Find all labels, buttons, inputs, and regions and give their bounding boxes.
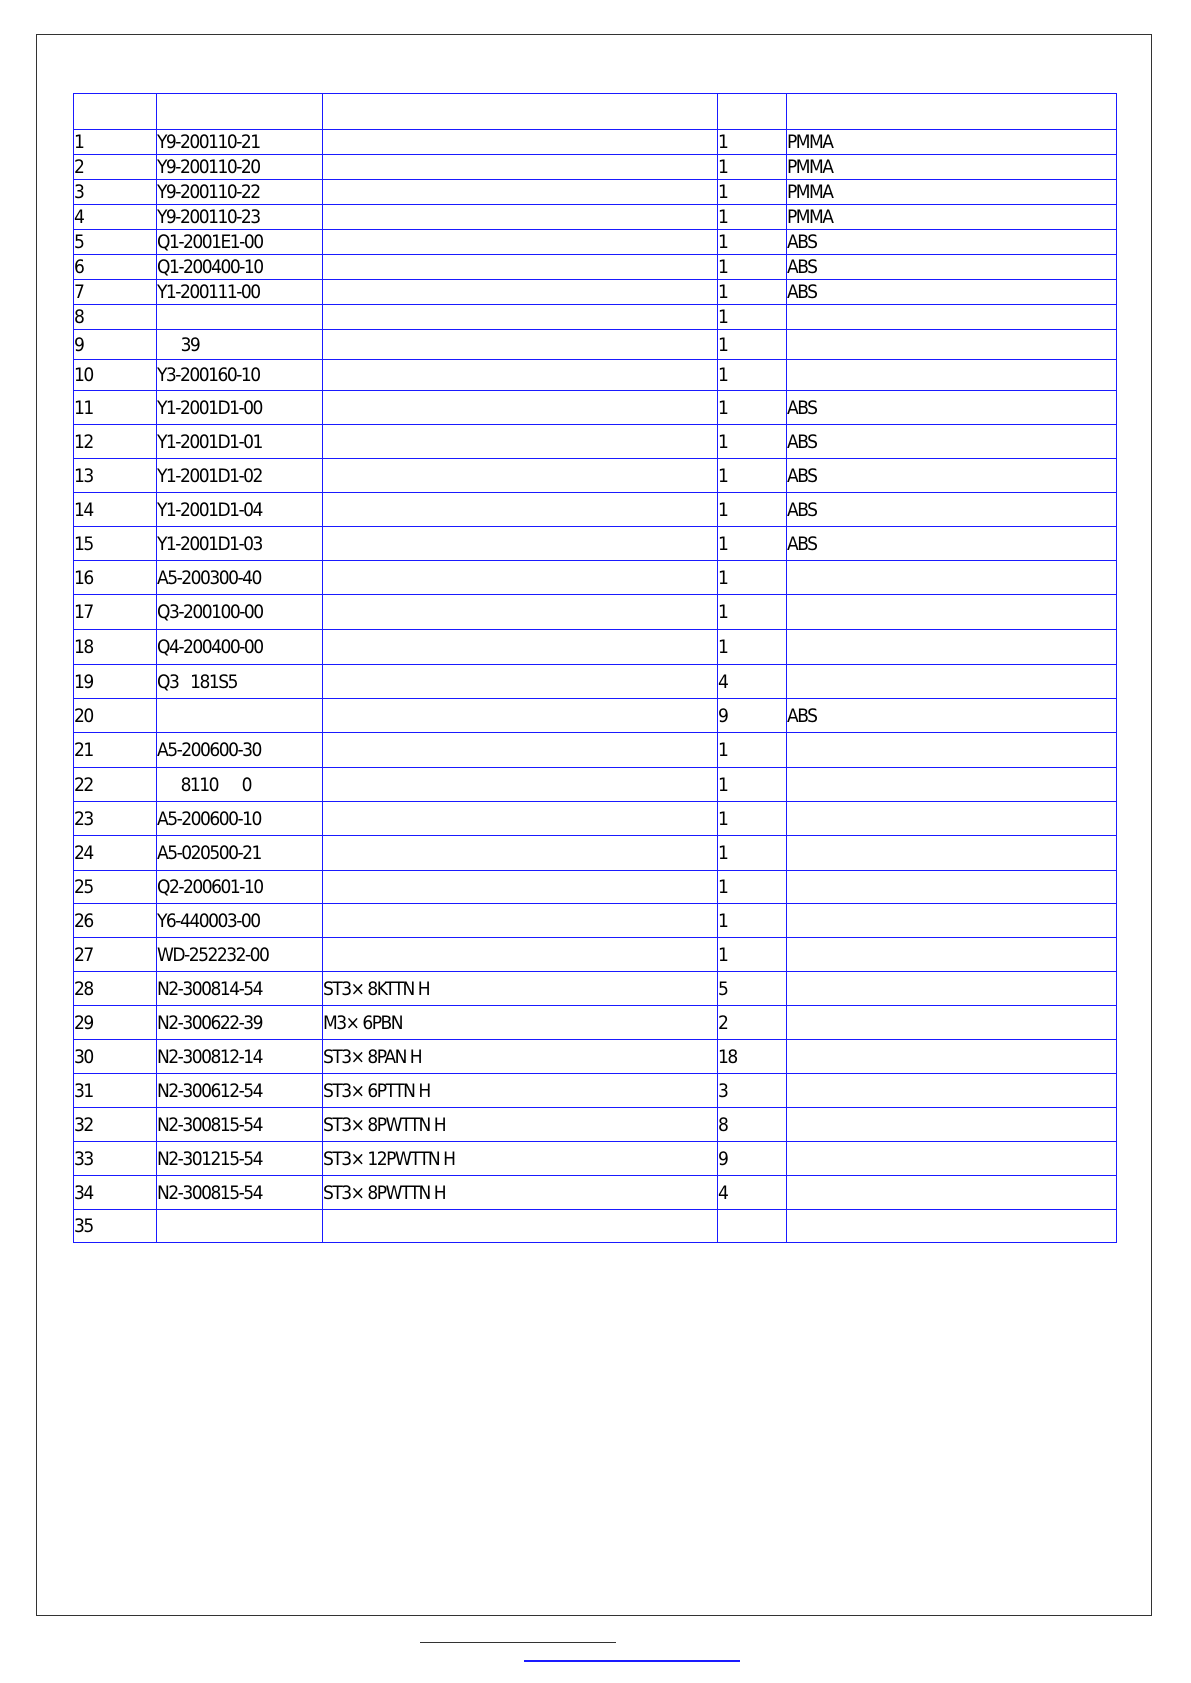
cell-spec — [323, 699, 718, 733]
cell-no: 21 — [74, 733, 157, 768]
cell-part-code — [157, 1210, 323, 1243]
cell-no: 6 — [74, 255, 157, 280]
table-row — [74, 1108, 1117, 1142]
cell-material: ABS — [787, 280, 1117, 305]
cell-no: 9 — [74, 330, 157, 360]
cell-material — [787, 1074, 1117, 1108]
cell-spec — [323, 768, 718, 802]
cell-spec — [323, 561, 718, 595]
cell-qty: 1 — [718, 391, 787, 425]
cell-material — [787, 1142, 1117, 1176]
cell-material — [787, 360, 1117, 391]
cell-no: 8 — [74, 305, 157, 330]
cell-material — [787, 630, 1117, 665]
cell-part-code: Y1-2001D1-01 — [157, 425, 323, 459]
cell-material: ABS — [787, 230, 1117, 255]
cell-material — [787, 1040, 1117, 1074]
cell-part-code: Y9-200110-21 — [157, 130, 323, 155]
cell-no: 31 — [74, 1074, 157, 1108]
cell-qty: 1 — [718, 733, 787, 768]
table-row — [74, 280, 1117, 305]
table-row — [74, 802, 1117, 836]
cell-part-code — [157, 305, 323, 330]
cell-qty: 8 — [718, 1108, 787, 1142]
cell-qty: 1 — [718, 630, 787, 665]
cell-material — [787, 1176, 1117, 1210]
cell-qty: 1 — [718, 205, 787, 230]
cell-no: 11 — [74, 391, 157, 425]
table-row — [74, 871, 1117, 904]
cell-part-code: N2-300612-54 — [157, 1074, 323, 1108]
header-cell-spec — [323, 94, 718, 130]
cell-material — [787, 330, 1117, 360]
cell-spec — [323, 360, 718, 391]
cell-spec: ST3× 8PWTTN H — [323, 1176, 718, 1210]
table-row — [74, 205, 1117, 230]
table-row — [74, 527, 1117, 561]
cell-material: ABS — [787, 425, 1117, 459]
cell-material — [787, 904, 1117, 938]
cell-material — [787, 305, 1117, 330]
cell-part-code: Y1-2001D1-04 — [157, 493, 323, 527]
cell-part-code: Q4-200400-00 — [157, 630, 323, 665]
cell-material — [787, 561, 1117, 595]
cell-part-code: Y9-200110-22 — [157, 180, 323, 205]
table-row — [74, 230, 1117, 255]
cell-spec — [323, 180, 718, 205]
cell-qty: 1 — [718, 802, 787, 836]
cell-qty: 1 — [718, 871, 787, 904]
table-row — [74, 836, 1117, 871]
cell-part-code: A5-200600-30 — [157, 733, 323, 768]
cell-part-code: Q1-2001E1-00 — [157, 230, 323, 255]
cell-part-code: Q3-200100-00 — [157, 595, 323, 630]
cell-qty: 1 — [718, 305, 787, 330]
cell-spec: ST3× 8KTTN H — [323, 972, 718, 1006]
cell-material — [787, 1210, 1117, 1243]
cell-spec — [323, 733, 718, 768]
cell-part-code: WD-252232-00 — [157, 938, 323, 972]
table-row — [74, 1176, 1117, 1210]
cell-part-code: Y1-2001D1-03 — [157, 527, 323, 561]
cell-material: ABS — [787, 391, 1117, 425]
cell-qty: 1 — [718, 561, 787, 595]
cell-part-code: A5-200600-10 — [157, 802, 323, 836]
cell-material — [787, 1006, 1117, 1040]
cell-part-code: N2-300814-54 — [157, 972, 323, 1006]
cell-no: 10 — [74, 360, 157, 391]
cell-material — [787, 768, 1117, 802]
cell-no: 2 — [74, 155, 157, 180]
cell-no: 26 — [74, 904, 157, 938]
cell-no: 13 — [74, 459, 157, 493]
footer-link-rule — [524, 1660, 740, 1662]
cell-qty: 18 — [718, 1040, 787, 1074]
cell-spec: ST3× 8PWTTN H — [323, 1108, 718, 1142]
cell-material — [787, 665, 1117, 699]
cell-part-code: Q3 181S5 — [157, 665, 323, 699]
cell-material: PMMA — [787, 180, 1117, 205]
cell-spec — [323, 665, 718, 699]
cell-spec — [323, 1210, 718, 1243]
cell-part-code: N2-300815-54 — [157, 1108, 323, 1142]
cell-no: 16 — [74, 561, 157, 595]
cell-qty: 1 — [718, 768, 787, 802]
cell-no: 27 — [74, 938, 157, 972]
cell-qty: 9 — [718, 1142, 787, 1176]
cell-spec: ST3× 12PWTTN H — [323, 1142, 718, 1176]
cell-material: ABS — [787, 459, 1117, 493]
cell-qty: 1 — [718, 595, 787, 630]
header-cell-qty — [718, 94, 787, 130]
cell-no: 19 — [74, 665, 157, 699]
cell-no: 14 — [74, 493, 157, 527]
cell-qty: 1 — [718, 280, 787, 305]
cell-qty: 2 — [718, 1006, 787, 1040]
cell-no: 28 — [74, 972, 157, 1006]
cell-part-code: N2-300812-14 — [157, 1040, 323, 1074]
cell-part-code: Y1-200111-00 — [157, 280, 323, 305]
cell-part-code: A5-020500-21 — [157, 836, 323, 871]
cell-qty: 1 — [718, 493, 787, 527]
cell-material — [787, 733, 1117, 768]
table-row — [74, 425, 1117, 459]
cell-spec — [323, 527, 718, 561]
table-row — [74, 360, 1117, 391]
table-row — [74, 493, 1117, 527]
cell-spec — [323, 205, 718, 230]
cell-no: 30 — [74, 1040, 157, 1074]
cell-no: 35 — [74, 1210, 157, 1243]
cell-no: 34 — [74, 1176, 157, 1210]
cell-part-code: N2-300815-54 — [157, 1176, 323, 1210]
table-row — [74, 305, 1117, 330]
cell-no: 17 — [74, 595, 157, 630]
table-row — [74, 699, 1117, 733]
cell-spec: ST3× 6PTTN H — [323, 1074, 718, 1108]
cell-part-code: Y6-440003-00 — [157, 904, 323, 938]
cell-no: 3 — [74, 180, 157, 205]
cell-part-code: Q1-200400-10 — [157, 255, 323, 280]
cell-material — [787, 802, 1117, 836]
header-cell-no — [74, 94, 157, 130]
cell-qty: 1 — [718, 180, 787, 205]
table-row — [74, 330, 1117, 360]
table-row — [74, 255, 1117, 280]
cell-spec — [323, 130, 718, 155]
cell-spec — [323, 155, 718, 180]
table-row — [74, 938, 1117, 972]
table-row — [74, 1040, 1117, 1074]
table-row — [74, 459, 1117, 493]
footer-rule — [420, 1642, 616, 1643]
cell-no: 22 — [74, 768, 157, 802]
cell-qty: 4 — [718, 665, 787, 699]
cell-spec — [323, 871, 718, 904]
cell-part-code: N2-301215-54 — [157, 1142, 323, 1176]
cell-qty: 1 — [718, 360, 787, 391]
cell-part-code: Y3-200160-10 — [157, 360, 323, 391]
table-row — [74, 155, 1117, 180]
table-row — [74, 130, 1117, 155]
table-row — [74, 665, 1117, 699]
cell-no: 24 — [74, 836, 157, 871]
cell-part-code: Y9-200110-23 — [157, 205, 323, 230]
cell-qty: 4 — [718, 1176, 787, 1210]
cell-material: ABS — [787, 493, 1117, 527]
table-row — [74, 768, 1117, 802]
cell-spec — [323, 493, 718, 527]
cell-part-code: A5-200300-40 — [157, 561, 323, 595]
cell-spec — [323, 938, 718, 972]
cell-no: 4 — [74, 205, 157, 230]
cell-spec — [323, 904, 718, 938]
cell-spec — [323, 255, 718, 280]
cell-material — [787, 972, 1117, 1006]
table-row — [74, 595, 1117, 630]
cell-no: 33 — [74, 1142, 157, 1176]
cell-part-code: 39 — [157, 330, 323, 360]
cell-qty: 1 — [718, 230, 787, 255]
cell-part-code — [157, 699, 323, 733]
cell-no: 20 — [74, 699, 157, 733]
cell-material: PMMA — [787, 205, 1117, 230]
cell-material — [787, 938, 1117, 972]
cell-no: 25 — [74, 871, 157, 904]
cell-qty: 1 — [718, 425, 787, 459]
cell-no: 12 — [74, 425, 157, 459]
cell-spec — [323, 802, 718, 836]
cell-no: 1 — [74, 130, 157, 155]
cell-part-code: N2-300622-39 — [157, 1006, 323, 1040]
cell-spec — [323, 305, 718, 330]
cell-spec — [323, 330, 718, 360]
cell-qty — [718, 1210, 787, 1243]
cell-material: ABS — [787, 255, 1117, 280]
cell-qty: 9 — [718, 699, 787, 733]
cell-no: 23 — [74, 802, 157, 836]
cell-qty: 1 — [718, 938, 787, 972]
table-row — [74, 972, 1117, 1006]
cell-no: 5 — [74, 230, 157, 255]
table-row — [74, 733, 1117, 768]
cell-material: ABS — [787, 527, 1117, 561]
cell-qty: 3 — [718, 1074, 787, 1108]
cell-spec — [323, 459, 718, 493]
cell-qty: 1 — [718, 459, 787, 493]
cell-material — [787, 1108, 1117, 1142]
cell-no: 7 — [74, 280, 157, 305]
cell-material: PMMA — [787, 130, 1117, 155]
cell-qty: 5 — [718, 972, 787, 1006]
table-row — [74, 561, 1117, 595]
cell-material — [787, 871, 1117, 904]
cell-no: 18 — [74, 630, 157, 665]
header-cell-material — [787, 94, 1117, 130]
cell-part-code: Y1-2001D1-02 — [157, 459, 323, 493]
cell-qty: 1 — [718, 527, 787, 561]
parts-table — [73, 93, 1117, 1243]
cell-material: ABS — [787, 699, 1117, 733]
cell-material: PMMA — [787, 155, 1117, 180]
cell-spec — [323, 280, 718, 305]
cell-part-code: 8110 0 — [157, 768, 323, 802]
cell-qty: 1 — [718, 836, 787, 871]
cell-no: 29 — [74, 1006, 157, 1040]
cell-qty: 1 — [718, 904, 787, 938]
table-header-row — [74, 94, 1117, 130]
table-row — [74, 1006, 1117, 1040]
table-row — [74, 1074, 1117, 1108]
cell-no: 32 — [74, 1108, 157, 1142]
table-row — [74, 1210, 1117, 1243]
cell-qty: 1 — [718, 255, 787, 280]
cell-part-code: Y1-2001D1-00 — [157, 391, 323, 425]
cell-part-code: Y9-200110-20 — [157, 155, 323, 180]
cell-spec: M3× 6PBN — [323, 1006, 718, 1040]
table-row — [74, 904, 1117, 938]
cell-qty: 1 — [718, 155, 787, 180]
cell-material — [787, 836, 1117, 871]
cell-spec: ST3× 8PAN H — [323, 1040, 718, 1074]
cell-spec — [323, 230, 718, 255]
cell-material — [787, 595, 1117, 630]
table-row — [74, 1142, 1117, 1176]
cell-part-code: Q2-200601-10 — [157, 871, 323, 904]
table-row — [74, 391, 1117, 425]
cell-no: 15 — [74, 527, 157, 561]
cell-qty: 1 — [718, 330, 787, 360]
cell-spec — [323, 391, 718, 425]
cell-spec — [323, 836, 718, 871]
table-row — [74, 180, 1117, 205]
header-cell-code — [157, 94, 323, 130]
cell-spec — [323, 595, 718, 630]
cell-qty: 1 — [718, 130, 787, 155]
table-row — [74, 630, 1117, 665]
cell-spec — [323, 630, 718, 665]
cell-spec — [323, 425, 718, 459]
